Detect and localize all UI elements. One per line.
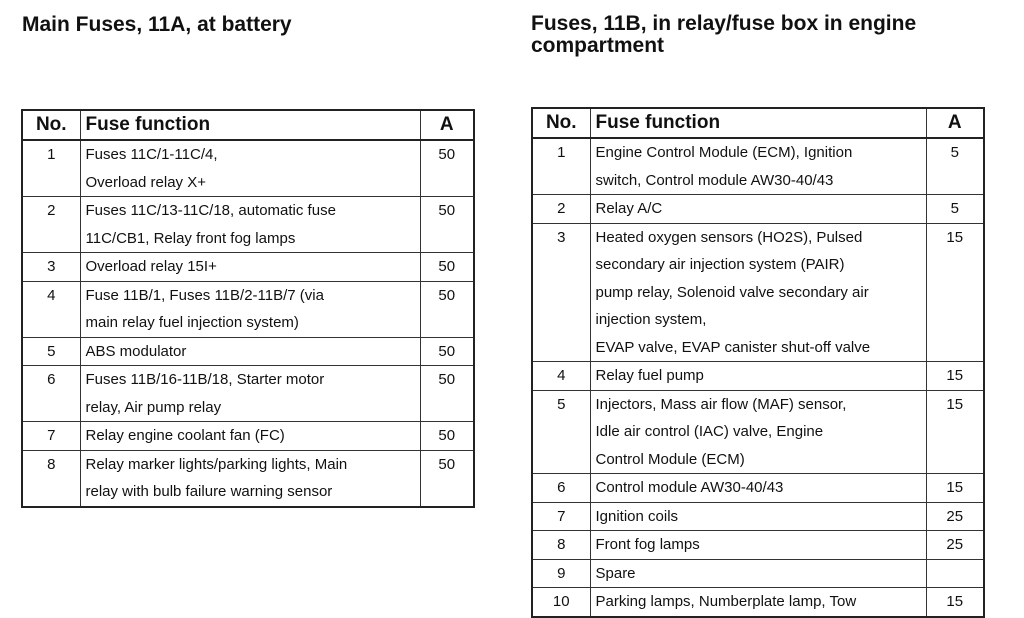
relay-box-fuses-table [531, 107, 985, 618]
fuse-amperage: 50 [420, 197, 474, 253]
fuse-function [590, 474, 926, 503]
fuse-function [80, 422, 420, 451]
table-row [532, 588, 984, 617]
fuse-amperage: 25 [926, 502, 984, 531]
fuse-number: 5 [532, 390, 590, 474]
fuse-number: 1 [22, 140, 80, 197]
fuse-function [590, 223, 926, 362]
fuse-function-line: main relay fuel injection system) [85, 314, 299, 331]
fuse-function [80, 366, 420, 422]
fuse-function [590, 195, 926, 224]
table-row [532, 531, 984, 560]
main-fuses-heading: Main Fuses, 11A, at battery [22, 13, 292, 36]
fuse-function [80, 140, 420, 197]
fuse-function-line: relay with bulb failure warning sensor [85, 483, 333, 500]
main-fuses-table [21, 109, 475, 508]
table-row [22, 366, 474, 422]
fuse-function-line: Relay engine coolant fan (FC) [85, 427, 285, 444]
column-header-amps: A [926, 108, 984, 138]
fuse-function-line: ABS modulator [85, 342, 187, 360]
fuse-amperage: 15 [926, 223, 984, 362]
fuse-function-line: Fuses 11C/13-11C/18, automatic fuse [85, 202, 336, 219]
fuse-function-line: Heated oxygen sensors (HO2S), Pulsed [595, 228, 863, 246]
table-row [532, 138, 984, 195]
fuse-function-line: Fuses 11B/16-11B/18, Starter motor [85, 371, 325, 388]
table-row [22, 281, 474, 337]
fuse-function [590, 559, 926, 588]
fuse-amperage: 50 [420, 253, 474, 282]
fuse-amperage [926, 559, 984, 588]
fuse-number: 9 [532, 559, 590, 588]
column-header-no: No. [532, 108, 590, 138]
fuse-number: 4 [22, 281, 80, 337]
fuse-amperage: 50 [420, 140, 474, 197]
fuse-number: 2 [532, 195, 590, 224]
fuse-function [80, 197, 420, 253]
fuse-function [590, 531, 926, 560]
fuse-function [80, 337, 420, 366]
fuse-function-line: injection system, [595, 311, 707, 328]
fuse-function-line: Spare [595, 564, 636, 582]
fuse-amperage: 5 [926, 195, 984, 224]
fuse-function-line: Parking lamps, Numberplate lamp, Tow [595, 593, 857, 610]
fuse-number: 3 [22, 253, 80, 282]
table-row [22, 450, 474, 507]
fuse-function-line: Overload relay 15I+ [85, 258, 217, 275]
fuse-function-line: Idle air control (IAC) valve, Engine [595, 423, 824, 440]
fuse-number: 3 [532, 223, 590, 362]
fuse-number: 7 [22, 422, 80, 451]
fuse-amperage: 15 [926, 474, 984, 503]
fuse-function [590, 390, 926, 474]
fuse-function-line: Relay fuel pump [595, 367, 704, 384]
fuse-number: 8 [22, 450, 80, 507]
fuse-amperage: 15 [926, 362, 984, 391]
fuse-function-line: secondary air injection system (PAIR) [595, 256, 845, 273]
fuse-number: 2 [22, 197, 80, 253]
fuse-function [590, 138, 926, 195]
fuse-number: 4 [532, 362, 590, 391]
fuse-function-line: Fuses 11C/1-11C/4, [85, 146, 218, 163]
table-row [22, 422, 474, 451]
fuse-function-line: Front fog lamps [595, 536, 700, 553]
fuse-amperage: 50 [420, 422, 474, 451]
table-row [532, 362, 984, 391]
fuse-function [590, 362, 926, 391]
fuse-amperage: 50 [420, 337, 474, 366]
fuse-number: 7 [532, 502, 590, 531]
fuse-function-line: switch, Control module AW30-40/43 [595, 171, 834, 189]
column-header-no: No. [22, 110, 80, 140]
fuse-amperage: 50 [420, 366, 474, 422]
table-row [532, 390, 984, 474]
fuse-function [80, 253, 420, 282]
fuse-number: 1 [532, 138, 590, 195]
relay-box-fuses-heading: Fuses, 11B, in relay/fuse box in engine compartment [531, 12, 917, 57]
fuse-number: 8 [532, 531, 590, 560]
fuse-number: 6 [22, 366, 80, 422]
table-header-row [22, 110, 474, 140]
fuse-number: 10 [532, 588, 590, 617]
fuse-amperage: 15 [926, 390, 984, 474]
fuse-function-line: pump relay, Solenoid valve secondary air [595, 283, 869, 301]
fuse-function [590, 588, 926, 617]
fuse-amperage: 15 [926, 588, 984, 617]
table-row [22, 140, 474, 197]
table-row [532, 474, 984, 503]
fuse-function-line: Relay marker lights/parking lights, Main [85, 455, 348, 473]
fuse-function-line: EVAP valve, EVAP canister shut-off valve [595, 338, 871, 356]
fuse-number: 6 [532, 474, 590, 503]
fuse-function-line: relay, Air pump relay [85, 398, 222, 416]
fuse-amperage: 50 [420, 450, 474, 507]
fuse-function [80, 281, 420, 337]
fuse-function-line: Control Module (ECM) [595, 450, 745, 468]
table-row [22, 337, 474, 366]
fuse-function-line: Engine Control Module (ECM), Ignition [595, 144, 853, 161]
table-row [532, 195, 984, 224]
fuse-function [590, 502, 926, 531]
fuse-function-line: 11C/CB1, Relay front fog lamps [85, 229, 296, 247]
fuse-function-line: Fuse 11B/1, Fuses 11B/2-11B/7 (via [85, 286, 324, 304]
table-row [22, 253, 474, 282]
table-row [22, 197, 474, 253]
fuse-function-line: Ignition coils [595, 507, 679, 525]
fuse-number: 5 [22, 337, 80, 366]
fuse-amperage: 25 [926, 531, 984, 560]
fuse-function-line: Injectors, Mass air flow (MAF) sensor, [595, 395, 847, 413]
column-header-fuse-function: Fuse function [590, 108, 926, 138]
column-header-amps: A [420, 110, 474, 140]
fuse-function [80, 450, 420, 507]
table-row [532, 502, 984, 531]
fuse-function-line: Relay A/C [595, 200, 663, 217]
fuse-function-line: Overload relay X+ [85, 173, 206, 191]
table-row [532, 223, 984, 362]
table-header-row [532, 108, 984, 138]
fuse-amperage: 50 [420, 281, 474, 337]
table-row [532, 559, 984, 588]
fuse-function-line: Control module AW30-40/43 [595, 479, 784, 496]
column-header-fuse-function: Fuse function [80, 110, 420, 140]
fuse-amperage: 5 [926, 138, 984, 195]
